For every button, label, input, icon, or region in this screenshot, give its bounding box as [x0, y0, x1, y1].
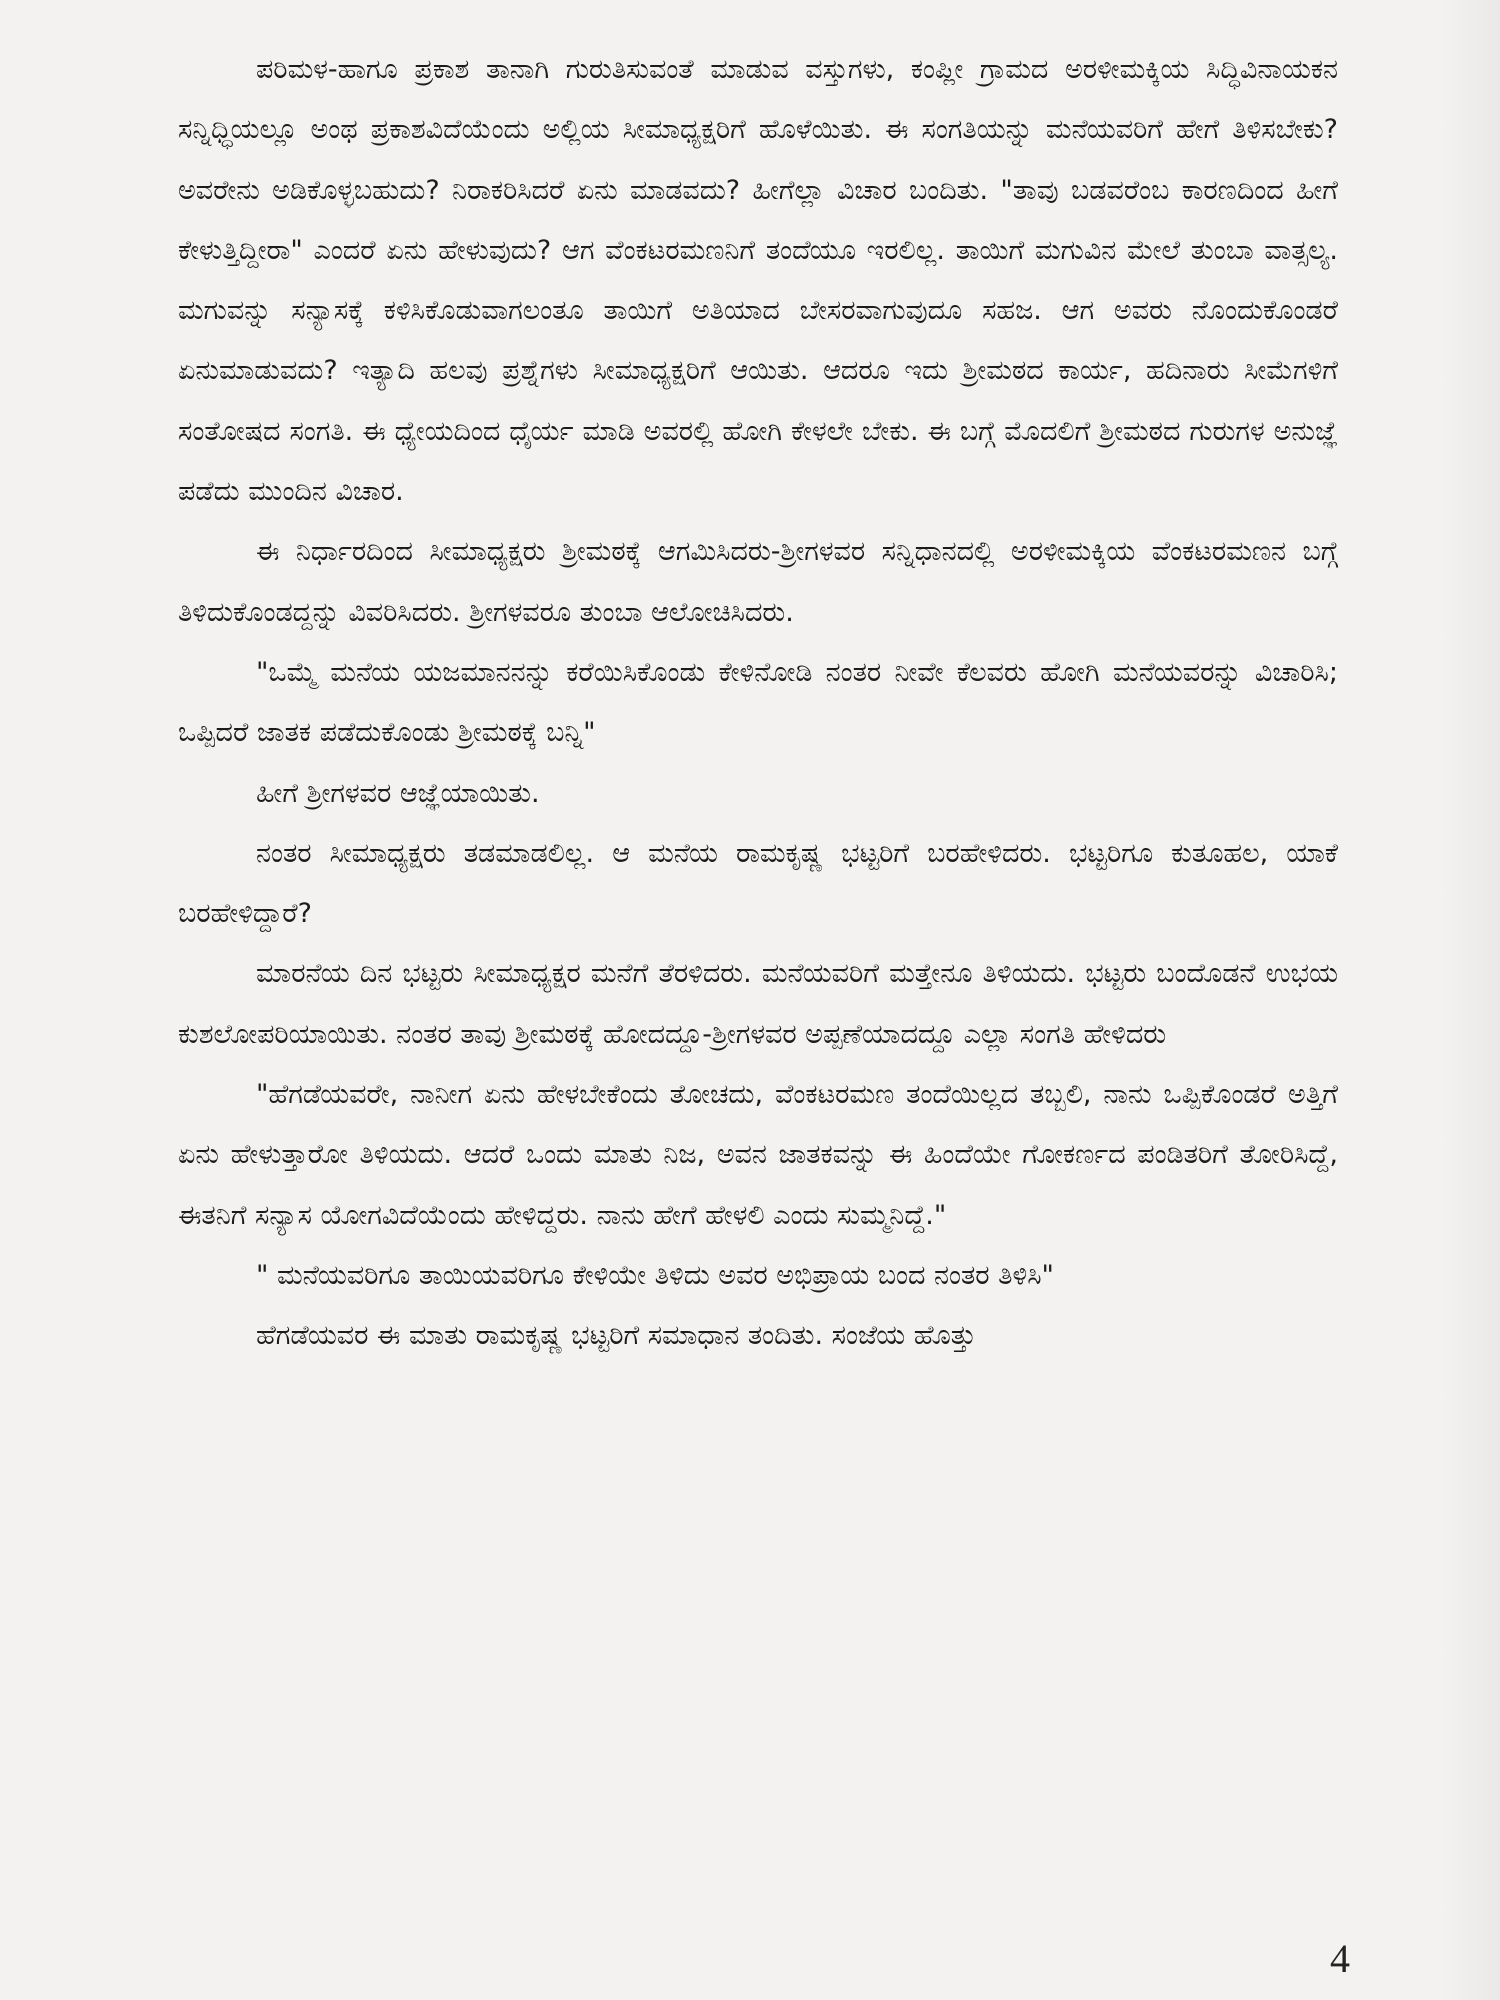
page-edge-shadow [1440, 0, 1500, 2000]
paragraph-8-quote: " ಮನೆಯವರಿಗೂ ತಾಯಿಯವರಿಗೂ ಕೇಳಿಯೇ ತಿಳಿದು ಅವರ ಅಭಿಪ್ರಾಯ ಬಂದ ನಂತರ ತಿಳಿಸಿ" [256, 1259, 1054, 1291]
page-body [178, 40, 1338, 1367]
paragraph-3-quote: "ಒಮ್ಮೆ ಮನೆಯ ಯಜಮಾನನನ್ನು ಕರೆಯಿಸಿಕೊಂಡು ಕೇಳಿನೋಡಿ ನಂತರ ನೀವೇ ಕೆಲವರು ಹೋಗಿ ಮನೆಯವರನ್ನು ವಿಚಾರಿಸಿ; ಒಪ್ಪಿದರೆ ಜಾತಕ ಪಡೆದುಕೊಂಡು ಶ್ರೀಮಠಕ್ಕೆ ಬನ್ನಿ" [178, 656, 1338, 749]
paragraph-5: ನಂತರ ಸೀಮಾಧ್ಯಕ್ಷರು ತಡಮಾಡಲಿಲ್ಲ. ಆ ಮನೆಯ ರಾಮಕೃಷ್ಣ ಭಟ್ಟರಿಗೆ ಬರಹೇಳಿದರು. ಭಟ್ಟರಿಗೂ ಕುತೂಹಲ, ಯಾಕೆ ಬರಹೇಳಿದ್ದಾರೆ? [178, 837, 1338, 930]
paragraph-2: ಈ ನಿರ್ಧಾರದಿಂದ ಸೀಮಾಧ್ಯಕ್ಷರು ಶ್ರೀಮಠಕ್ಕೆ ಆಗಮಿಸಿದರು-ಶ್ರೀಗಳವರ ಸನ್ನಿಧಾನದಲ್ಲಿ ಅರಳೀಮಕ್ಕಿಯ ವೆಂಕಟರಮಣನ ಬಗ್ಗೆ ತಿಳಿದುಕೊಂಡದ್ದನ್ನು ವಿವರಿಸಿದರು. ಶ್ರೀಗಳವರೂ ತುಂಬಾ ಆಲೋಚಿಸಿದರು. [178, 536, 1338, 628]
page-number: 4 [1330, 1936, 1350, 1981]
paragraph-6: ಮಾರನೆಯ ದಿನ ಭಟ್ಟರು ಸೀಮಾಧ್ಯಕ್ಷರ ಮನೆಗೆ ತೆರಳಿದರು. ಮನೆಯವರಿಗೆ ಮತ್ತೇನೂ ತಿಳಿಯದು. ಭಟ್ಟರು ಬಂದೊಡನೆ ಉಭಯ ಕುಶಲೋಪರಿಯಾಯಿತು. ನಂತರ ತಾವು ಶ್ರೀಮಠಕ್ಕೆ ಹೋದದ್ದೂ-ಶ್ರೀಗಳವರ ಅಪ್ಪಣೆಯಾದದ್ದೂ ಎಲ್ಲಾ ಸಂಗತಿ ಹೇಳಿದರು [178, 958, 1338, 1050]
paragraph-7-quote: "ಹೆಗಡೆಯವರೇ, ನಾನೀಗ ಏನು ಹೇಳಬೇಕೆಂದು ತೋಚದು, ವೆಂಕಟರಮಣ ತಂದೆಯಿಲ್ಲದ ತಬ್ಬಲಿ, ನಾನು ಒಪ್ಪಿಕೊಂಡರೆ ಅತ್ತಿಗೆ ಏನು ಹೇಳುತ್ತಾರೋ ತಿಳಿಯದು. ಆದರೆ ಒಂದು ಮಾತು ನಿಜ, ಅವನ ಜಾತಕವನ್ನು ಈ ಹಿಂದೆಯೇ ಗೋಕರ್ಣದ ಪಂಡಿತರಿಗೆ ತೋರಿಸಿದ್ದೆ, ಈತನಿಗೆ ಸನ್ಯಾಸ ಯೋಗವಿದೆಯೆಂದು ಹೇಳಿದ್ದರು. ನಾನು ಹೇಗೆ ಹೇಳಲಿ ಎಂದು ಸುಮ್ಮನಿದ್ದೆ." [178, 1079, 1338, 1231]
paragraph-4: ಹೀಗೆ ಶ್ರೀಗಳವರ ಆಜ್ಞೆಯಾಯಿತು. [256, 777, 540, 809]
paragraph-9: ಹೆಗಡೆಯವರ ಈ ಮಾತು ರಾಮಕೃಷ್ಣ ಭಟ್ಟರಿಗೆ ಸಮಾಧಾನ ತಂದಿತು. ಸಂಜೆಯ ಹೊತ್ತು [256, 1320, 976, 1352]
paragraph-1: ಪರಿಮಳ-ಹಾಗೂ ಪ್ರಕಾಶ ತಾನಾಗಿ ಗುರುತಿಸುವಂತೆ ಮಾಡುವ ವಸ್ತುಗಳು, ಕಂಪ್ಲೀ ಗ್ರಾಮದ ಅರಳೀಮಕ್ಕಿಯ ಸಿದ್ಧಿವಿನಾಯಕನ ಸನ್ನಿಧ್ಧಿಯಲ್ಲೂ ಅಂಥ ಪ್ರಕಾಶವಿದೆಯೆಂದು ಅಲ್ಲಿಯ ಸೀಮಾಧ್ಯಕ್ಷರಿಗೆ ಹೊಳೆಯಿತು. ಈ ಸಂಗತಿಯನ್ನು ಮನೆಯವರಿಗೆ ಹೇಗೆ ತಿಳಿಸಬೇಕು? ಅವರೇನು ಅಡಿಕೊಳ್ಳಬಹುದು? ನಿರಾಕರಿಸಿದರೆ ಏನು ಮಾಡವದು? ಹೀಗೆಲ್ಲಾ ವಿಚಾರ ಬಂದಿತು. "ತಾವು ಬಡವರೆಂಬ ಕಾರಣದಿಂದ ಹೀಗೆ ಕೇಳುತ್ತಿದ್ದೀರಾ" ಎಂದರೆ ಏನು ಹೇಳುವುದು? ಆಗ ವೆಂಕಟರಮಣನಿಗೆ ತಂದೆಯೂ ಇರಲಿಲ್ಲ. ತಾಯಿಗೆ ಮಗುವಿನ ಮೇಲೆ ತುಂಬಾ ವಾತ್ಸಲ್ಯ. ಮಗುವನ್ನು ಸನ್ಯಾಸಕ್ಕೆ ಕಳಿಸಿಕೊಡುವಾಗಲಂತೂ ತಾಯಿಗೆ ಅತಿಯಾದ ಬೇಸರವಾಗುವುದೂ ಸಹಜ. ಆಗ ಅವರು ನೊಂದುಕೊಂಡರೆ ಏನುಮಾಡುವದು? ಇತ್ಯಾದಿ ಹಲವು ಪ್ರಶ್ನೆಗಳು ಸೀಮಾಧ್ಯಕ್ಷರಿಗೆ ಆಯಿತು. ಆದರೂ ಇದು ಶ್ರೀಮಠದ ಕಾರ್ಯ, ಹದಿನಾರು ಸೀಮೆಗಳಿಗೆ ಸಂತೋಷದ ಸಂಗತಿ. ಈ ಧ್ಯೇಯದಿಂದ ಧೈರ್ಯ ಮಾಡಿ ಅವರಲ್ಲಿ ಹೋಗಿ ಕೇಳಲೇ ಬೇಕು. ಈ ಬಗ್ಗೆ ಮೊದಲಿಗೆ ಶ್ರೀಮಠದ ಗುರುಗಳ ಅನುಜ್ಞೆ ಪಡೆದು ಮುಂದಿನ ವಿಚಾರ. [178, 54, 1338, 508]
